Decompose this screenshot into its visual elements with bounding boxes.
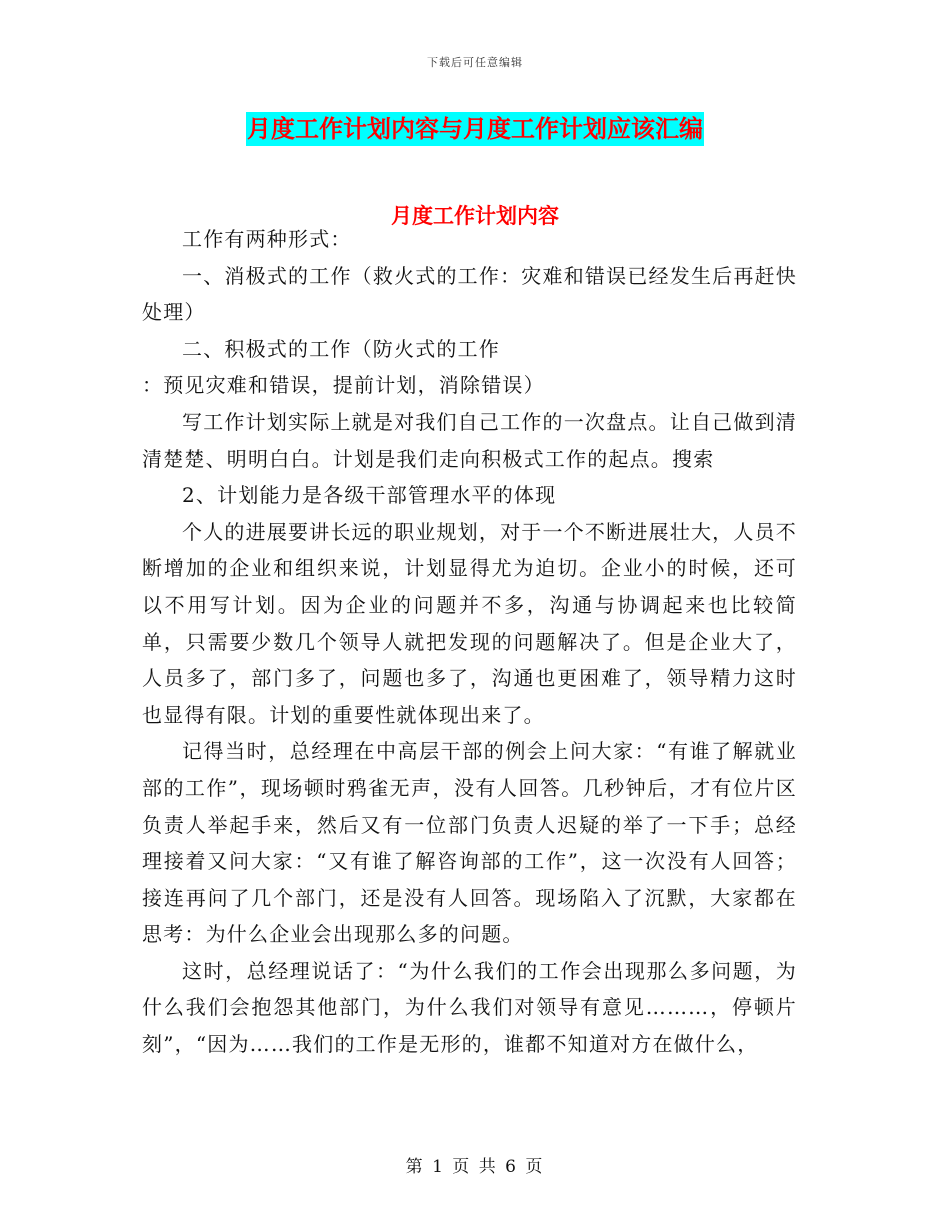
paragraph: 记得当时，总经理在中高层干部的例会上问大家：“有谁了解就业部的工作”，现场顿时鸦雀无声，没有人回答。几秒钟后，才有位片区负责人举起手来，然后又有一位部门负责人迟疑的举了一下手；总经理接着又问大家：“又有谁了解咨询部的工作”，这一次没有人回答；接连再问了几个部门，还是没有人回答。现场陷入了沉默，大家都在思考：为什么企业会出现那么多的问题。 — [142, 739, 797, 947]
paragraph: 二、积极式的工作（防火式的工作 — [182, 336, 500, 361]
paragraph: 个人的进展要讲长远的职业规划，对于一个不断进展壮大，人员不断增加的企业和组织来说，计划显得尤为迫切。企业小的时候，还可以不用写计划。因为企业的问题并不多，沟通与协调起来也比较简单，只需要少数几个领导人就把发现的问题解决了。但是企业大了，人员多了，部门多了，问题也多了，沟通也更困难了，领导精力这时也显得有限。计划的重要性就体现出来了。 — [142, 519, 797, 727]
document-body — [142, 221, 797, 1063]
page-header-note: 下载后可任意编辑 — [427, 56, 523, 69]
paragraph: 写工作计划实际上就是对我们自己工作的一次盘点。让自己做到清清楚楚、明明白白。计划是我们走向积极式工作的起点。搜索 — [142, 409, 797, 471]
paragraph: 这时，总经理说话了：“为什么我们的工作会出现那么多问题，为什么我们会抱怨其他部门，为什么我们对领导有意见………，停顿片刻”，“因为……我们的工作是无形的，谁都不知道对方在做什么， — [142, 958, 797, 1057]
main-title-container — [0, 112, 950, 146]
main-title: 月度工作计划内容与月度工作计划应该汇编 — [246, 112, 704, 146]
page-footer: 第 1 页 共 6 页 — [405, 1157, 545, 1177]
paragraph: ：预见灾难和错误，提前计划，消除错误） — [142, 373, 545, 398]
paragraph: 一、消极式的工作（救火式的工作：灾难和错误已经发生后再赶快处理） — [142, 263, 797, 325]
paragraph: 工作有两种形式： — [182, 227, 352, 251]
section-title: 月度工作计划内容 — [391, 204, 559, 228]
paragraph: 2、计划能力是各级干部管理水平的体现 — [182, 483, 557, 508]
